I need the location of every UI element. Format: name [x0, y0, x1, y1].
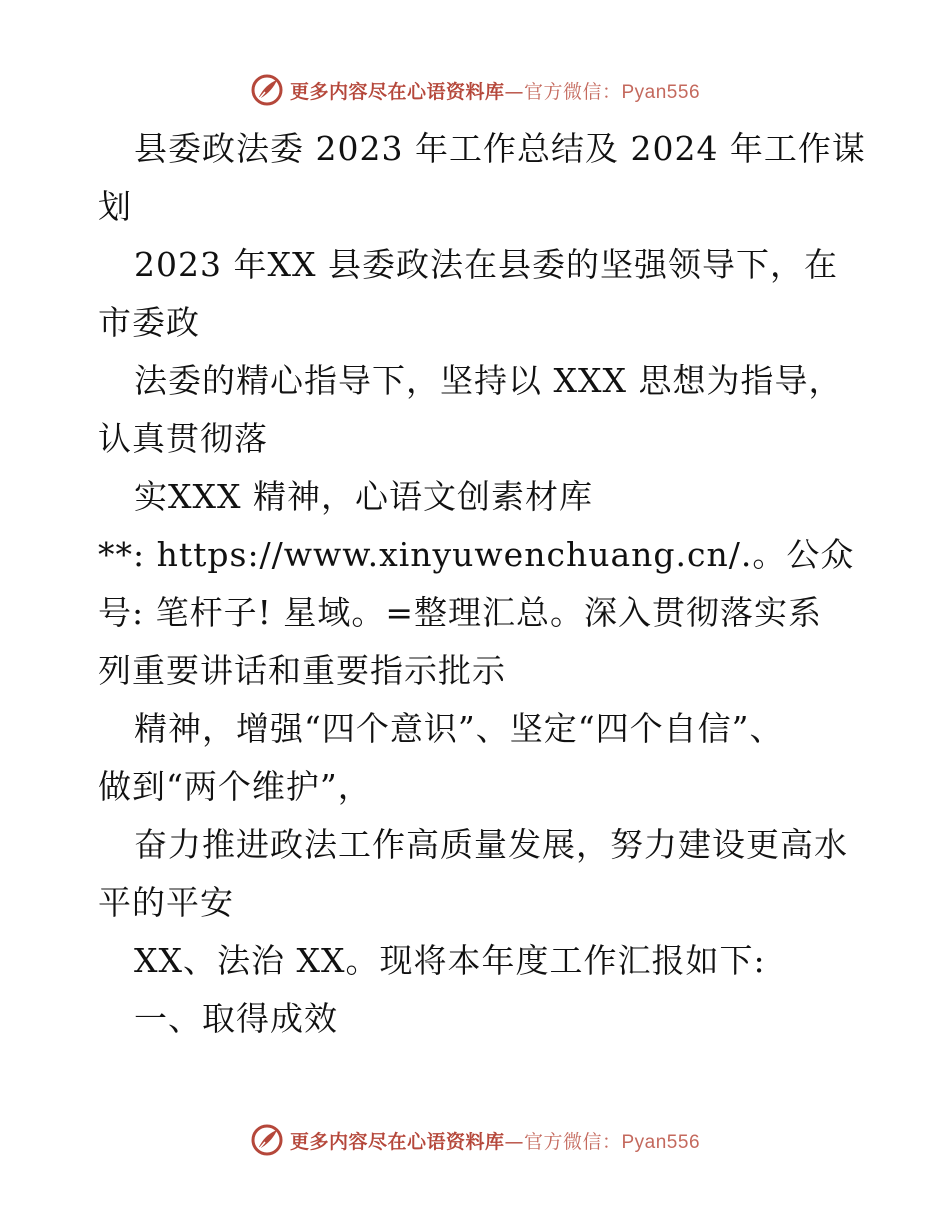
watermark-main-text: 更多内容尽在心语资料库 [289, 80, 505, 103]
footer-watermark [0, 1120, 950, 1160]
header-watermark [0, 70, 950, 110]
watermark-wechat-label: 官方微信： [523, 1130, 622, 1153]
paragraph-line: 市委政 [98, 303, 200, 342]
paragraph-line: 法委的精心指导下，坚持以 XXX 思想为指导， [134, 361, 843, 400]
document-title-line: 县委政法委 2023 年工作总结及 2024 年工作谋 [134, 129, 866, 168]
watermark-main-text: 更多内容尽在心语资料库 [289, 1130, 505, 1153]
paragraph-line: 做到“两个维护”， [98, 767, 372, 806]
paragraph-line: 精神，增强“四个意识”、坚定“四个自信”、 [134, 709, 784, 748]
watermark-wechat-id: Pyan556 [621, 1131, 701, 1153]
paragraph-line: 2023 年XX 县委政法在县委的坚强领导下，在 [134, 245, 838, 284]
paragraph-line: 奋力推进政法工作高质量发展，努力建设更高水 [134, 825, 848, 864]
watermark-wechat-label: 官方微信： [523, 80, 622, 103]
watermark-group [250, 73, 700, 107]
paragraph-line: 平的平安 [98, 883, 234, 922]
document-title-line-continued: 划 [98, 187, 132, 226]
paragraph-line: XX、法治 XX。现将本年度工作汇报如下: [134, 941, 766, 980]
watermark-text [290, 1127, 700, 1154]
paragraph-line: 认真贯彻落 [98, 419, 268, 458]
watermark-group [250, 1123, 700, 1157]
section-heading: 一、取得成效 [134, 999, 338, 1038]
paragraph-line: 列重要讲话和重要指示批示 [98, 651, 506, 690]
watermark-text [290, 77, 700, 104]
quill-pen-logo-icon [250, 73, 284, 107]
paragraph-line: **: https://www.xinyuwenchuang.cn/.。公众 [98, 535, 855, 574]
quill-pen-logo-icon [250, 1123, 284, 1157]
paragraph-line: 实XXX 精神，心语文创素材库 [134, 477, 593, 516]
document-body [98, 120, 868, 1048]
paragraph-line: 号: 笔杆子! 星域。=整理汇总。深入贯彻落实系 [98, 593, 823, 632]
watermark-separator: — [504, 80, 524, 103]
watermark-separator: — [504, 1130, 524, 1153]
watermark-wechat-id: Pyan556 [621, 81, 701, 103]
